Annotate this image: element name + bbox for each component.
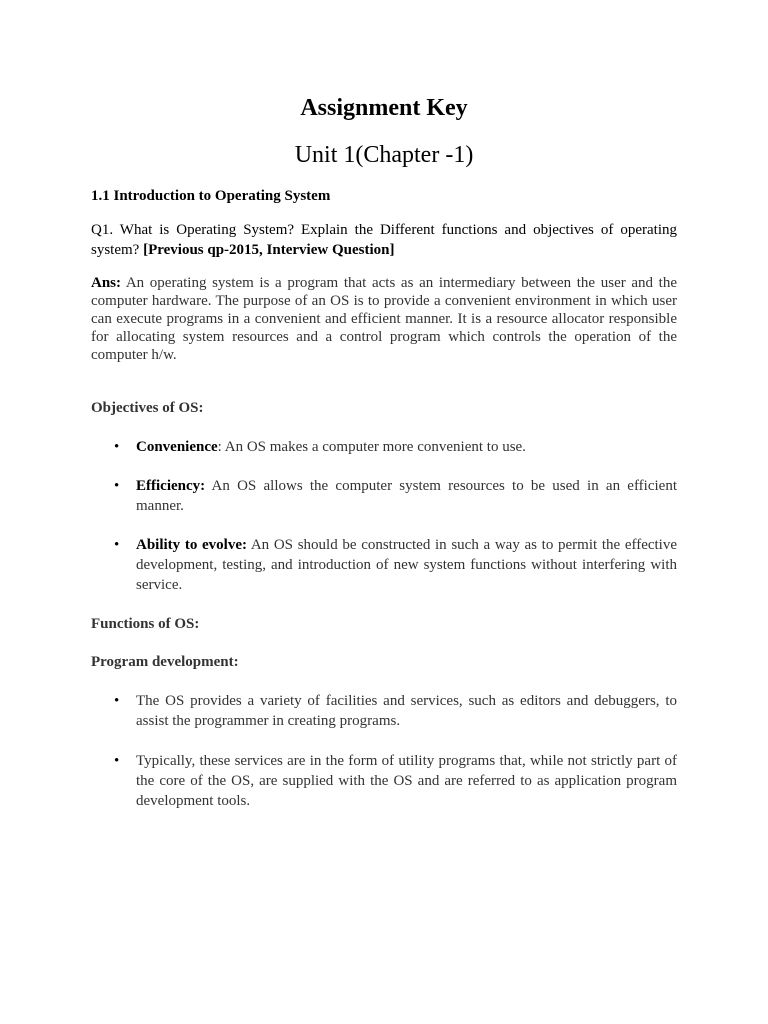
objective-item-efficiency — [114, 476, 677, 516]
section-heading: 1.1 Introduction to Operating System — [91, 188, 331, 204]
question-paragraph — [91, 220, 677, 260]
bullet-icon: • — [114, 478, 120, 494]
objective-text: An OS should be constructed in such a way as to permit the effective development, testing, and introduction of new system functions without interfering with service. — [136, 537, 678, 593]
program-development-item — [114, 751, 677, 811]
answer-label: Ans: — [91, 275, 122, 291]
program-development-text: Typically, these services are in the form of utility programs that, while not strictly part of the core of the OS, are supplied with the OS and are referred to as application program development tools. — [136, 753, 677, 809]
bullet-icon: • — [114, 537, 120, 553]
program-development-text: The OS provides a variety of facilities and services, such as editors and debuggers, to assist the programmer in creating programs. — [136, 693, 677, 729]
objective-term: Efficiency: — [136, 478, 206, 494]
objective-text: : An OS makes a computer more convenient to use. — [217, 439, 526, 455]
question-reference: [Previous qp-2015, Interview Question] — [143, 242, 395, 258]
objective-term: Convenience — [136, 439, 218, 455]
bullet-icon: • — [114, 693, 120, 709]
objectives-heading: Objectives of OS: — [91, 400, 204, 416]
objective-text: An OS allows the computer system resources to be used in an efficient manner. — [136, 478, 677, 514]
document-title: Assignment Key — [300, 95, 468, 121]
answer-paragraph — [91, 274, 677, 364]
program-development-item — [114, 691, 677, 731]
bullet-icon: • — [114, 439, 120, 455]
answer-text: An operating system is a program that acts as an intermediary between the user and the computer hardware. The purpose of an OS is to provide a convenient environment in which user can execute programs in a convenient and efficient manner. It is a resource allocator responsible for allocating system resources and a control program which controls the operation of the computer h/w. — [91, 275, 677, 363]
question-text: Q1. What is Operating System? Explain the Different functions and objectives of operating system? — [91, 222, 677, 258]
objective-item-convenience — [114, 437, 677, 457]
objective-term: Ability to evolve: — [136, 537, 247, 553]
objective-item-ability-to-evolve — [114, 535, 678, 595]
functions-heading: Functions of OS: — [91, 616, 200, 632]
document-subtitle: Unit 1(Chapter -1) — [294, 142, 474, 168]
program-development-heading: Program development: — [91, 654, 239, 670]
bullet-icon: • — [114, 753, 120, 769]
